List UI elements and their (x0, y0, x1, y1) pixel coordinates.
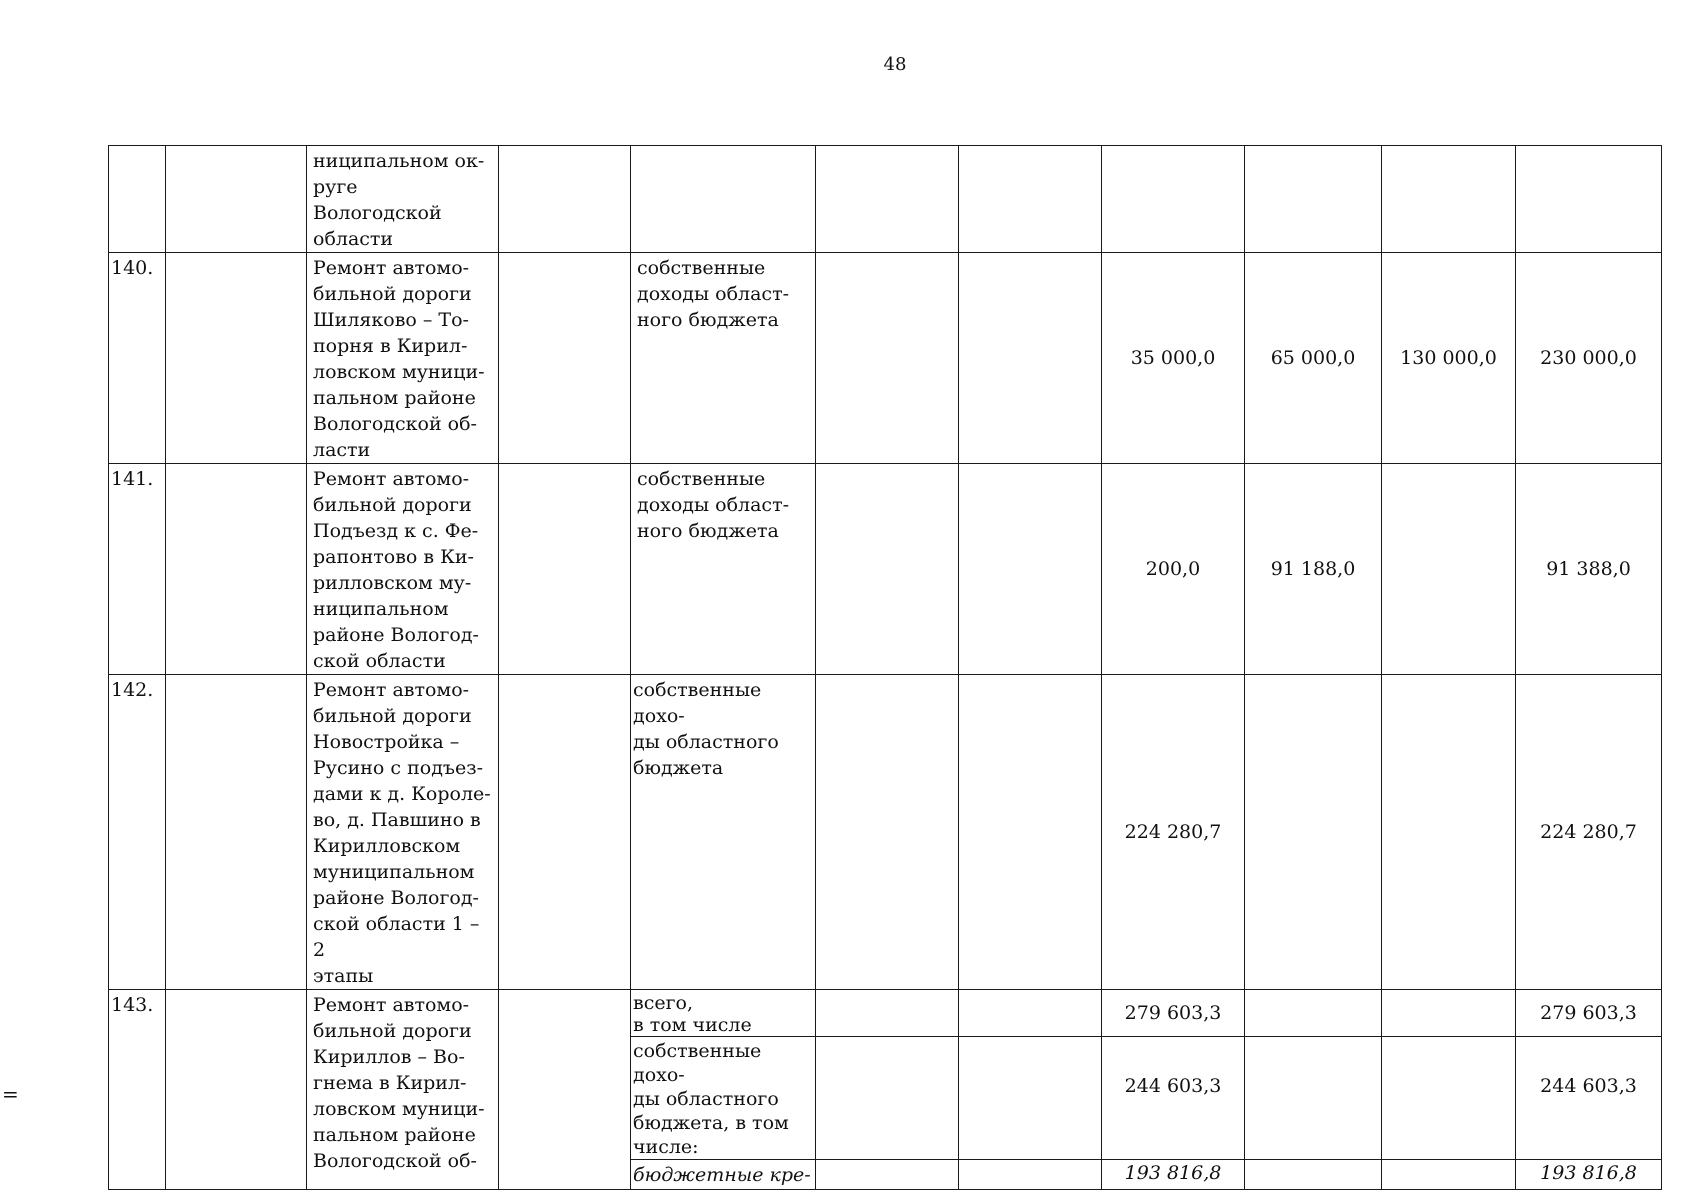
amount-cell: 65 000,0 (1245, 253, 1382, 464)
row-number-cell: 141. (109, 464, 166, 675)
empty-cell (499, 464, 631, 675)
amount-cell (1102, 146, 1245, 253)
total-cell: 244 603,3 (1516, 1037, 1662, 1160)
empty-cell (959, 146, 1102, 253)
funding-source-cell: собственные доходы област- ного бюджета (631, 464, 816, 675)
object-name-cell: Ремонт автомо- бильной дороги Подъезд к с. Фе- рапонтово в Ки- рилловском му- ниципальном районе Вологод- ской области (307, 464, 499, 675)
total-cell: 224 280,7 (1516, 675, 1662, 990)
empty-cell (816, 1037, 959, 1160)
empty-cell (166, 146, 307, 253)
table-row (109, 253, 1662, 464)
empty-cell (499, 990, 631, 1190)
total-cell (1516, 146, 1662, 253)
margin-mark: = (2, 1082, 19, 1106)
amount-cell: 244 603,3 (1102, 1037, 1245, 1160)
amount-cell (1245, 1160, 1382, 1190)
empty-cell (816, 1160, 959, 1190)
object-name-cell: Ремонт автомо- бильной дороги Кириллов – Во- гнема в Кирил- ловском муници- пальном районе Вологодской об- (307, 990, 499, 1190)
funding-source-cell: всего, в том числе (631, 990, 816, 1037)
budget-table (108, 145, 1662, 1190)
page-number: 48 (883, 54, 907, 75)
total-cell: 91 388,0 (1516, 464, 1662, 675)
amount-cell: 91 188,0 (1245, 464, 1382, 675)
amount-cell: 193 816,8 (1102, 1160, 1245, 1190)
empty-cell (499, 253, 631, 464)
amount-cell: 130 000,0 (1382, 253, 1516, 464)
amount-cell (1382, 464, 1516, 675)
object-name-cell: ниципальном ок- руге Вологодской области (307, 146, 499, 253)
table-row (109, 464, 1662, 675)
empty-cell (816, 464, 959, 675)
amount-cell (1245, 146, 1382, 253)
amount-cell (1382, 1160, 1516, 1190)
object-name-cell: Ремонт автомо- бильной дороги Шиляково – То- порня в Кирил- ловском муници- пальном районе Вологодской об- ласти (307, 253, 499, 464)
amount-cell: 200,0 (1102, 464, 1245, 675)
empty-cell (959, 1160, 1102, 1190)
empty-cell (499, 675, 631, 990)
funding-source-cell: собственные доходы област- ного бюджета (631, 253, 816, 464)
empty-cell (816, 675, 959, 990)
total-cell: 193 816,8 (1516, 1160, 1662, 1190)
row-number-cell: 142. (109, 675, 166, 990)
amount-cell (1245, 675, 1382, 990)
amount-cell: 224 280,7 (1102, 675, 1245, 990)
amount-cell (1382, 146, 1516, 253)
empty-cell (166, 253, 307, 464)
total-cell: 279 603,3 (1516, 990, 1662, 1037)
amount-cell (1382, 990, 1516, 1037)
empty-cell (166, 990, 307, 1190)
amount-cell: 35 000,0 (1102, 253, 1245, 464)
table-row (109, 675, 1662, 990)
amount-cell: 279 603,3 (1102, 990, 1245, 1037)
empty-cell (959, 675, 1102, 990)
row-number-cell (109, 146, 166, 253)
amount-cell (1382, 1037, 1516, 1160)
empty-cell (959, 1037, 1102, 1160)
funding-source-cell: собственные дохо- ды областного бюджета (631, 675, 816, 990)
empty-cell (959, 464, 1102, 675)
empty-cell (499, 146, 631, 253)
total-cell: 230 000,0 (1516, 253, 1662, 464)
empty-cell (959, 990, 1102, 1037)
funding-source-cell: бюджетные кре- (631, 1160, 816, 1190)
empty-cell (816, 253, 959, 464)
empty-cell (959, 253, 1102, 464)
object-name-cell: Ремонт автомо- бильной дороги Новостройка – Русино с подъез- дами к д. Короле- во, д. Павшино в Кирилловском муниципальном районе Вологод- ской области 1 – 2 этапы (307, 675, 499, 990)
empty-cell (166, 464, 307, 675)
empty-cell (816, 990, 959, 1037)
amount-cell (1245, 1037, 1382, 1160)
table-row (109, 146, 1662, 253)
funding-source-cell: собственные дохо- ды областного бюджета, в том числе: (631, 1037, 816, 1160)
amount-cell (1382, 675, 1516, 990)
row-number-cell: 143. (109, 990, 166, 1190)
empty-cell (816, 146, 959, 253)
amount-cell (1245, 990, 1382, 1037)
empty-cell (166, 675, 307, 990)
funding-source-cell (631, 146, 816, 253)
row-number-cell: 140. (109, 253, 166, 464)
table-row (109, 990, 1662, 1037)
